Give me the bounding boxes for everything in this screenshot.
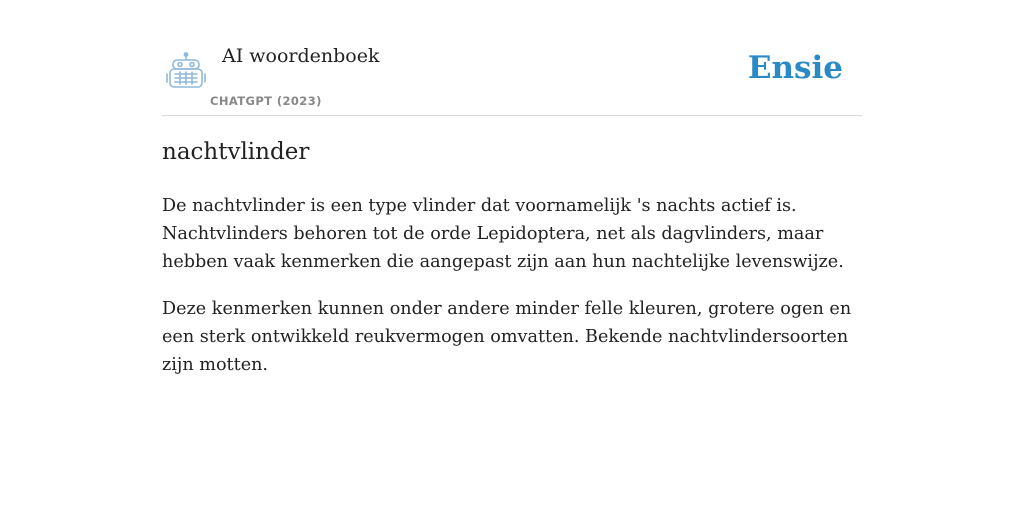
content-container bbox=[162, 0, 862, 375]
header bbox=[162, 0, 862, 116]
app-title: AI woordenboek bbox=[222, 45, 380, 67]
app-source-label: CHATGPT (2023) bbox=[210, 94, 322, 108]
definition bbox=[162, 192, 862, 398]
brand-logo[interactable]: Ensie bbox=[747, 50, 843, 86]
definition-paragraph: De nachtvlinder is een type vlinder dat voornamelijk 's nachts actief is. Nachtvlinders behoren tot de orde Lepidoptera, net als dagvlinders, maar hebben vaak kenmerken die aangepast zijn aan hun nachtelijke levenswijze. bbox=[162, 196, 844, 272]
entry-word: nachtvlinder bbox=[162, 139, 310, 165]
definition-paragraph: Deze kenmerken kunnen onder andere minder felle kleuren, grotere ogen en een sterk ontwikkeld reukvermogen omvatten. Bekende nachtvlindersoorten zijn motten. bbox=[162, 299, 852, 375]
robot-icon bbox=[166, 52, 206, 90]
